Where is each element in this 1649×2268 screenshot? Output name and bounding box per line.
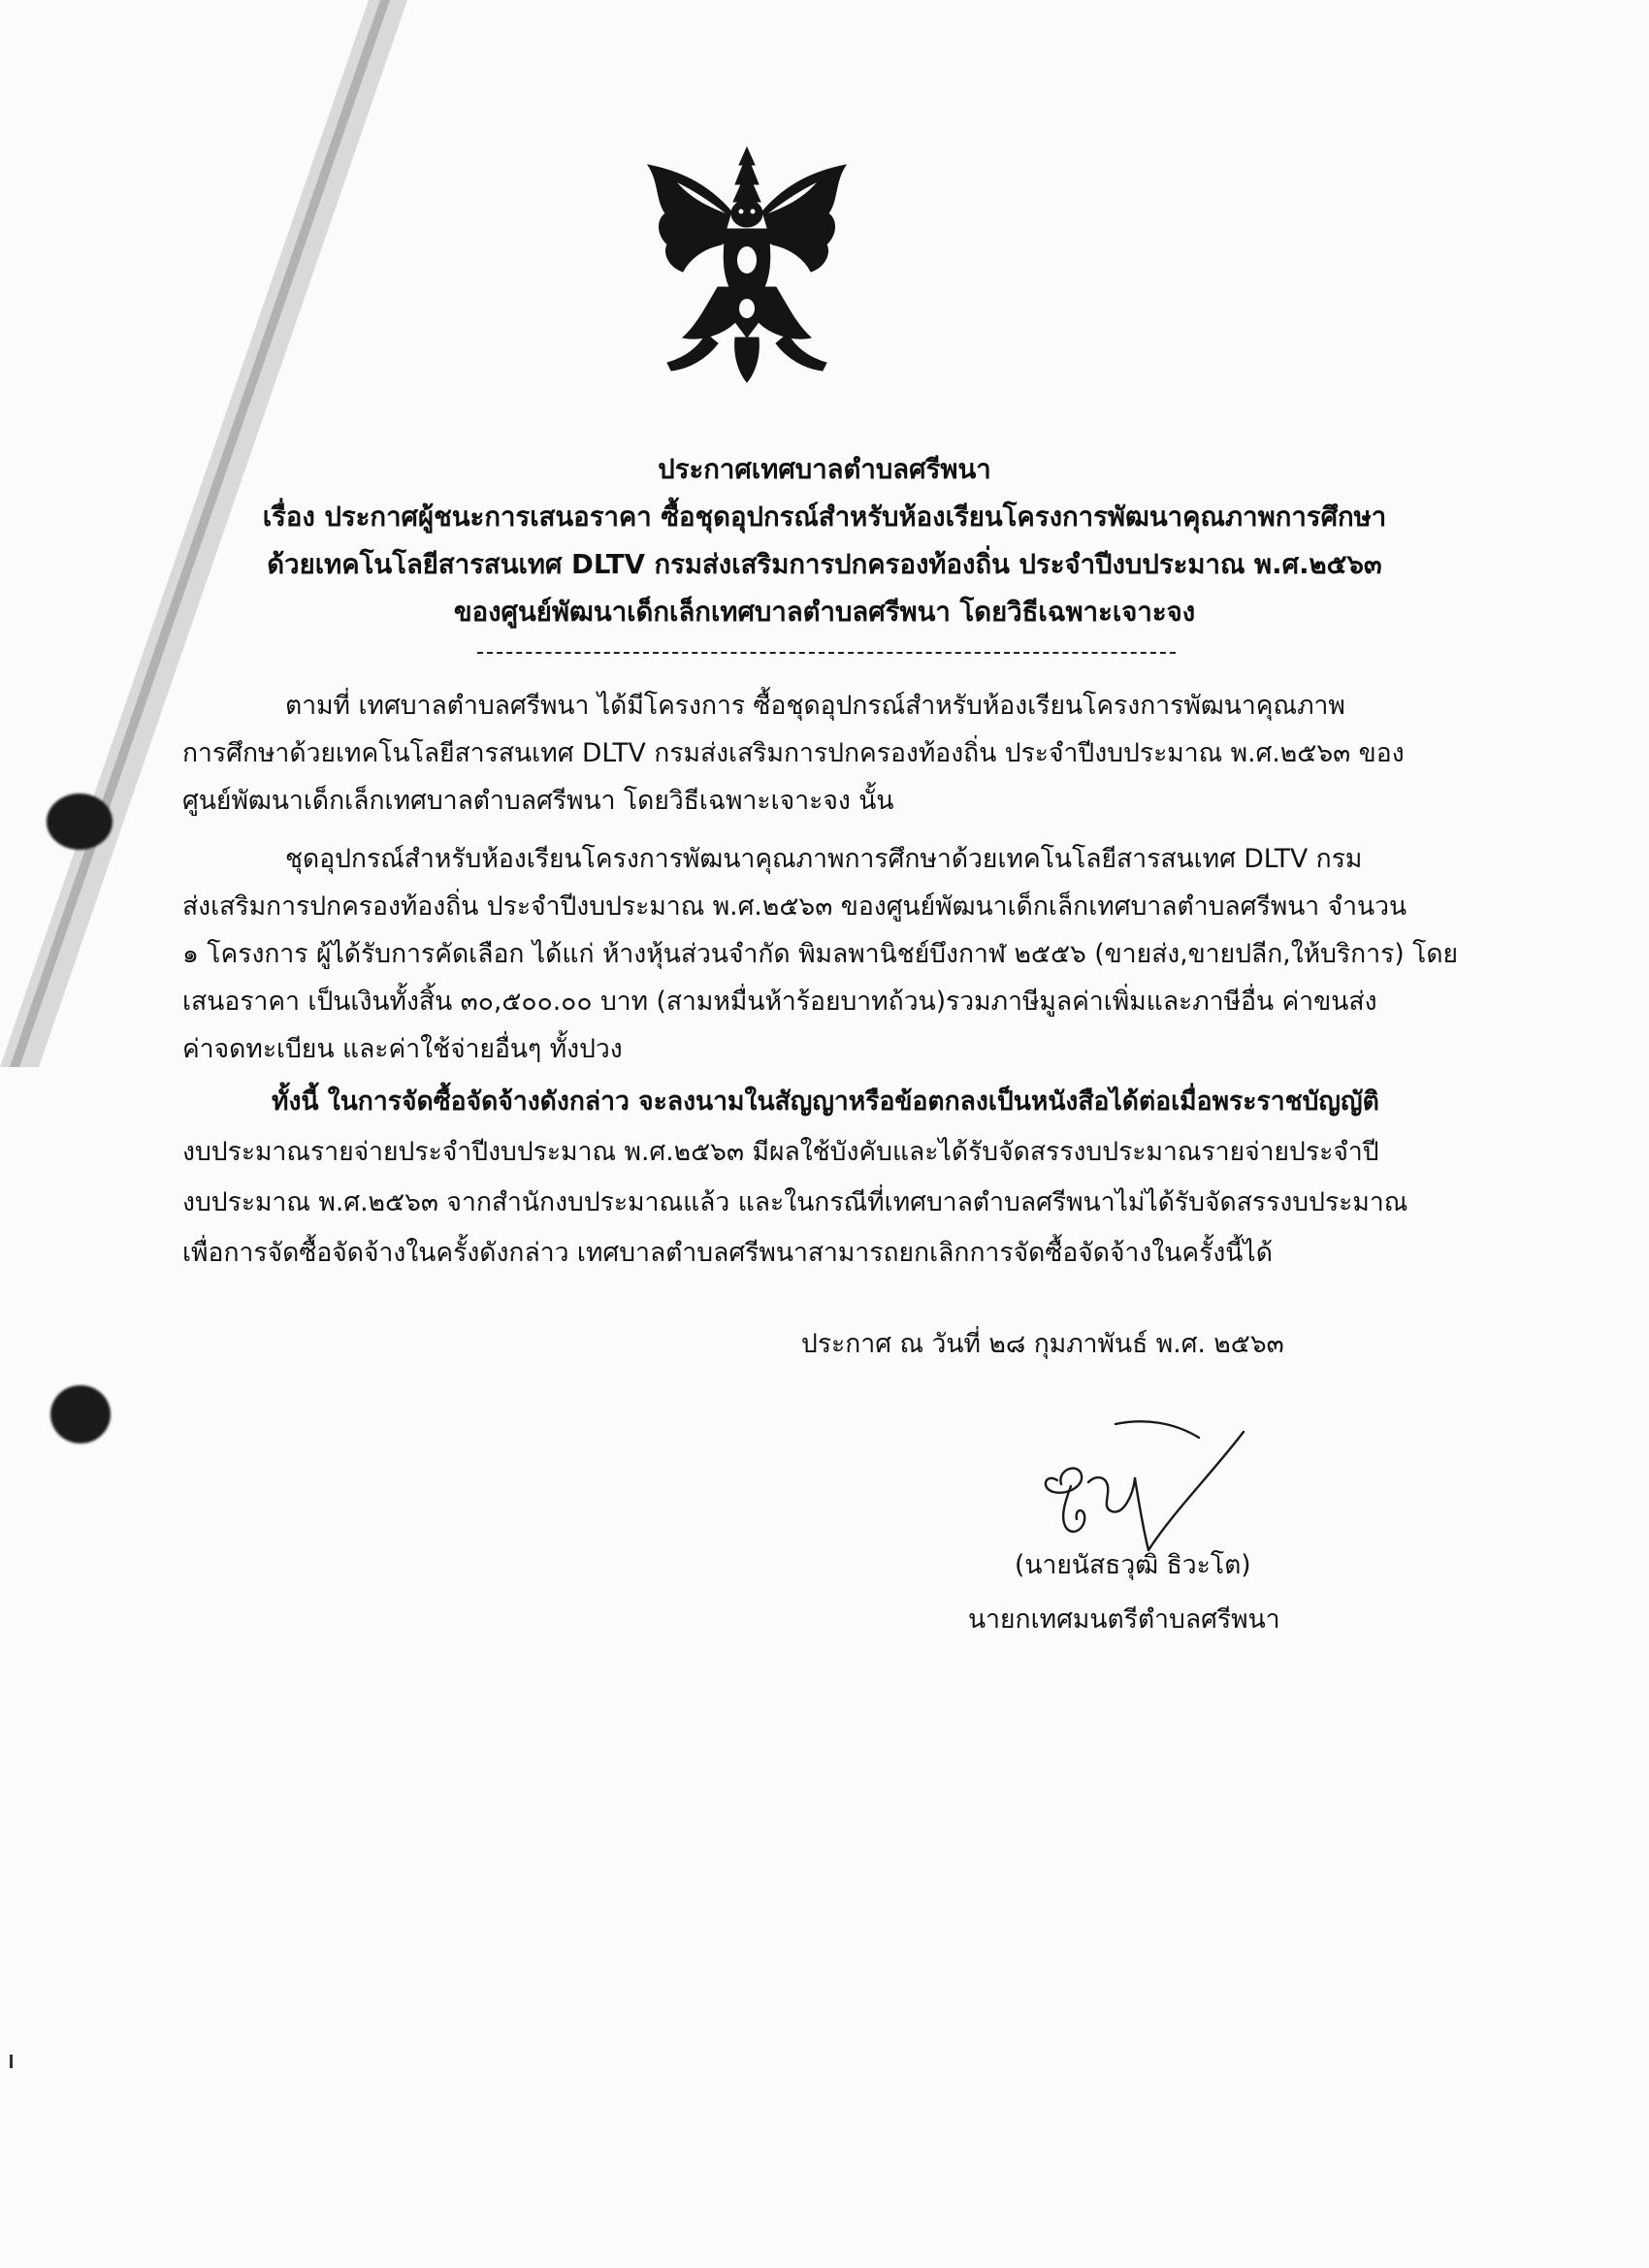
paragraph2-line4: เสนอราคา เป็นเงินทั้งสิ้น ๓๐,๕๐๐.๐๐ บาท (สามหมื่นห้าร้อยบาทถ้วน)รวมภาษีมูลค่าเพิ่มและภาษีอื่น ค่าขนส่ง (182, 987, 1377, 1017)
paragraph3-line4: เพื่อการจัดซื้อจัดจ้างในครั้งดังกล่าว เทศบาลตำบลศรีพนาสามารถยกเลิกการจัดซื้อจัดจ้างในครั้งนี้ได้ (182, 1238, 1273, 1268)
scan-speck (10, 2055, 13, 2068)
paragraph2-line3: ๑ โครงการ ผู้ได้รับการคัดเลือก ได้แก่ ห้างหุ้นส่วนจำกัด พิมลพานิชย์บึงกาฬ ๒๕๕๖ (ขายส่ง,ขายปลีก,ให้บริการ) โดย (182, 939, 1459, 969)
garuda-emblem (638, 144, 856, 384)
paragraph1-line2: การศึกษาด้วยเทคโนโลยีสารสนเทศ DLTV กรมส่งเสริมการปกครองท้องถิ่น ประจำปีงบประมาณ พ.ศ.๒๕๖๓ ของ (182, 738, 1405, 768)
signer-name: (นายนัสธวุฒิ ธิวะโต) (1015, 1550, 1251, 1580)
paragraph1-line1: ตามที่ เทศบาลตำบลศรีพนา ได้มีโครงการ ซื้อชุดอุปกรณ์สำหรับห้องเรียนโครงการพัฒนาคุณภาพ (285, 691, 1345, 721)
subject-line-3: ของศูนย์พัฒนาเด็กเล็กเทศบาลตำบลศรีพนา โดยวิธีเฉพาะเจาะจง (453, 597, 1196, 628)
signer-position: นายกเทศมนตรีตำบลศรีพนา (968, 1604, 1280, 1635)
paragraph2-line5: ค่าจดทะเบียน และค่าใช้จ่ายอื่นๆ ทั้งปวง (182, 1034, 623, 1064)
paragraph2-line2: ส่งเสริมการปกครองท้องถิ่น ประจำปีงบประมาณ พ.ศ.๒๕๖๓ ของศูนย์พัฒนาเด็กเล็กเทศบาลตำบลศรีพนา จำนวน (182, 891, 1407, 922)
announced-date: ประกาศ ณ วันที่ ๒๘ กุมภาพันธ์ พ.ศ. ๒๕๖๓ (801, 1329, 1284, 1359)
paragraph1-line3: ศูนย์พัฒนาเด็กเล็กเทศบาลตำบลศรีพนา โดยวิธีเฉพาะเจาะจง นั้น (182, 786, 894, 816)
paragraph2-line1: ชุดอุปกรณ์สำหรับห้องเรียนโครงการพัฒนาคุณภาพการศึกษาด้วยเทคโนโลยีสารสนเทศ DLTV กรม (285, 844, 1363, 874)
document-title: ประกาศเทศบาลตำบลศรีพนา (658, 454, 991, 485)
punch-hole-mark (50, 1385, 111, 1443)
punch-hole-mark (47, 794, 113, 850)
subject-line-1: เรื่อง ประกาศผู้ชนะการเสนอราคา ซื้อชุดอุปกรณ์สำหรับห้องเรียนโครงการพัฒนาคุณภาพการศึกษา (262, 502, 1387, 533)
divider-dashed (477, 652, 1176, 654)
paragraph3-line2: งบประมาณรายจ่ายประจำปีงบประมาณ พ.ศ.๒๕๖๓ มีผลใช้บังคับและได้รับจัดสรรงบประมาณรายจ่ายประจำปี (182, 1137, 1379, 1167)
paragraph3-line1: ทั้งนี้ ในการจัดซื้อจัดจ้างดังกล่าว จะลงนามในสัญญาหรือข้อตกลงเป็นหนังสือได้ต่อเมื่อพระราชบัญญัติ (272, 1086, 1379, 1117)
subject-line-2: ด้วยเทคโนโลยีสารสนเทศ DLTV กรมส่งเสริมการปกครองท้องถิ่น ประจำปีงบประมาณ พ.ศ.๒๕๖๓ (267, 549, 1382, 580)
paragraph3-line3: งบประมาณ พ.ศ.๒๕๖๓ จากสำนักงบประมาณแล้ว และในกรณีที่เทศบาลตำบลศรีพนาไม่ได้รับจัดสรรงบประมาณ (182, 1187, 1408, 1217)
